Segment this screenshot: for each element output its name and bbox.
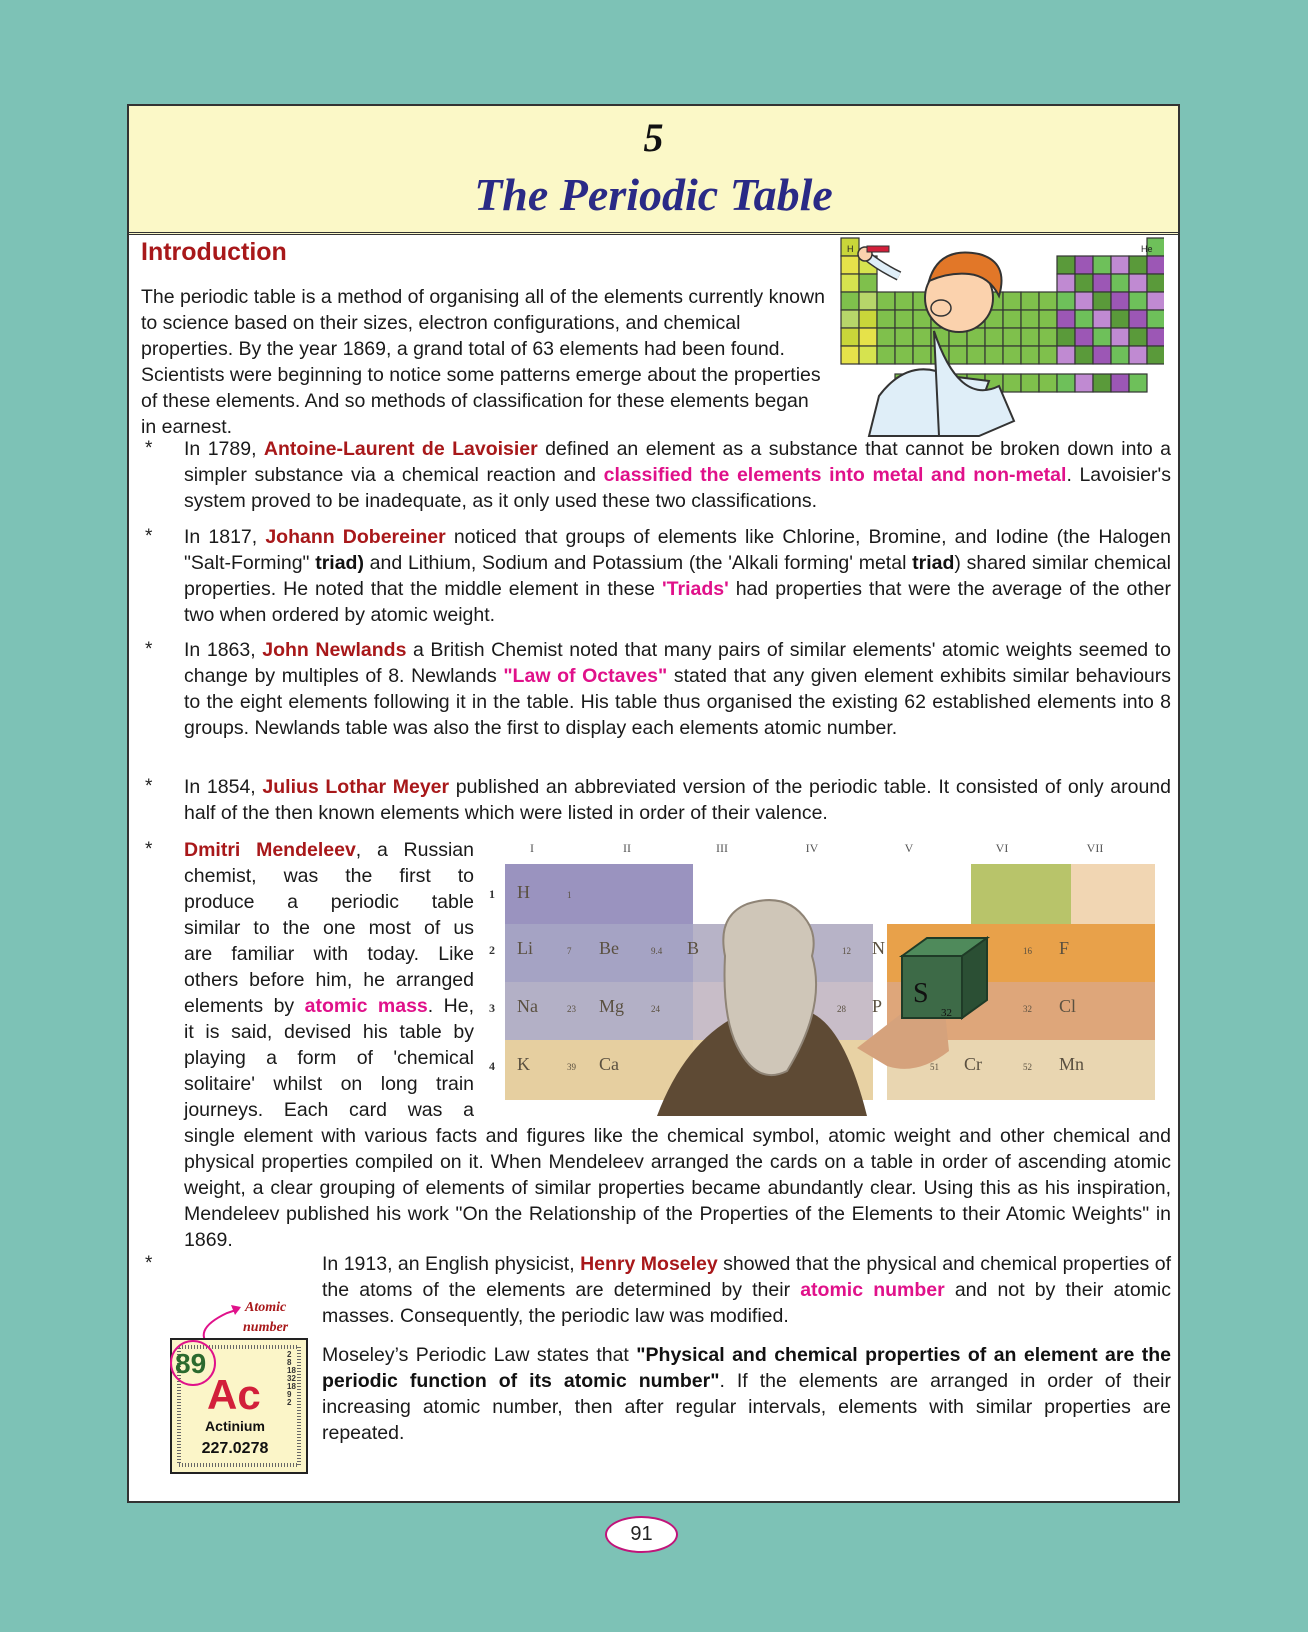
table-cell-label: Na [517, 996, 538, 1016]
mini-he-label: He [1141, 244, 1153, 254]
meyer-name: Julius Lothar Meyer [262, 776, 450, 798]
grid-cell [895, 310, 913, 328]
atomic-number: 89 [175, 1348, 207, 1379]
bullet-lavoisier: In 1789, Antoine-Laurent de Lavoisier defined an element as a substance that cannot be broken down into a simpler substance via a chemical reaction and classified the elements into metal and non-metal. Lavoisier's system proved to be inadequate, as it only used these two classifications. [184, 438, 1171, 512]
grid-cell [895, 292, 913, 310]
grid-cell [1129, 374, 1147, 392]
bullet-marker: * [145, 839, 153, 860]
grid-cell [877, 310, 895, 328]
grid-cell [985, 328, 1003, 346]
grid-cell [859, 292, 877, 310]
newlands-name: John Newlands [262, 639, 407, 661]
bullet-moseley: In 1913, an English physicist, Henry Moseley showed that the physical and chemical properties of the atoms of the elements are determined by their atomic number and not by their atomic masses. Consequently, the periodic law was modified. [322, 1253, 1171, 1327]
grid-cell [1021, 310, 1039, 328]
grid-cell [877, 328, 895, 346]
grid-cell [949, 346, 967, 364]
grid-cell [1003, 346, 1021, 364]
grid-cell [1057, 310, 1075, 328]
grid-cell [1057, 292, 1075, 310]
grid-cell [1021, 374, 1039, 392]
grid-cell [895, 346, 913, 364]
element-mass: 227.0278 [201, 1440, 269, 1457]
bullet-marker: * [145, 776, 153, 797]
grid-cell [1093, 374, 1111, 392]
bullet-marker: * [145, 438, 153, 459]
grid-cell [1147, 328, 1164, 346]
grid-cell [1093, 310, 1111, 328]
table-cell-label: 32 [941, 1007, 952, 1019]
element-name: Actinium [205, 1418, 265, 1434]
table-cell-label: P [872, 996, 883, 1016]
group-label: V [904, 841, 914, 855]
grid-cell [841, 256, 859, 274]
grid-cell [1039, 292, 1057, 310]
table-cell-label: 9.4 [651, 946, 663, 956]
table-cell-label: F [1059, 938, 1070, 958]
element-symbol: Ac [207, 1371, 261, 1418]
grid-cell [841, 292, 859, 310]
grid-cell [1003, 374, 1021, 392]
group-label: I [530, 841, 534, 855]
grid-cell [1075, 292, 1093, 310]
table-cell-label: Ca [599, 1054, 619, 1074]
bullet-dobereiner: In 1817, Johann Dobereiner noticed that groups of elements like Chlorine, Bromine, and Iodine (the Halogen "Salt-Forming" triad) and Lithium, Sodium and Potassium (the 'Alkali forming' metal triad) shared similar chemical properties. He noted that the middle element in these 'Triads' had properties that were the average of the other two when ordered by atomic weight. [184, 526, 1171, 626]
bullet-marker: * [145, 526, 153, 547]
grid-cell [1075, 274, 1093, 292]
group-label: III [716, 841, 728, 855]
grid-cell [1039, 328, 1057, 346]
table-cell-label: B [687, 938, 700, 958]
mini-h-label: H [847, 244, 854, 254]
grid-cell [1111, 346, 1129, 364]
table-cell-label: K [517, 1054, 530, 1074]
period-label: 3 [489, 1001, 495, 1015]
grid-cell [841, 310, 859, 328]
chapter-number: 5 [643, 115, 664, 160]
grid-cell [1075, 328, 1093, 346]
grid-cell [877, 346, 895, 364]
grid-cell [1093, 274, 1111, 292]
lavoisier-name: Antoine-Laurent de Lavoisier [263, 438, 538, 460]
grid-cell [1003, 328, 1021, 346]
grid-cell [841, 328, 859, 346]
grid-cell [1075, 310, 1093, 328]
moseley-highlight: atomic number [800, 1279, 945, 1301]
grid-cell [859, 310, 877, 328]
table-cell-label: 12 [842, 946, 851, 956]
group-label: VI [995, 841, 1009, 855]
table-cell-label: 7 [567, 946, 572, 956]
chapter-header [129, 106, 1178, 235]
grid-cell [1021, 292, 1039, 310]
grid-cell [859, 274, 877, 292]
grid-cell [1093, 256, 1111, 274]
grid-cell [1129, 328, 1147, 346]
period-label: 4 [489, 1059, 495, 1073]
grid-cell [1057, 328, 1075, 346]
grid-cell [913, 328, 931, 346]
table-cell-label: H [517, 882, 530, 902]
page-number: 91 [605, 1516, 678, 1553]
grid-cell [1129, 292, 1147, 310]
grid-cell [1057, 256, 1075, 274]
period-label: 1 [489, 887, 495, 901]
moseley-name: Henry Moseley [580, 1253, 718, 1275]
table-cell-label: Cr [964, 1054, 982, 1074]
grid-cell [1147, 256, 1164, 274]
grid-cell [1111, 374, 1129, 392]
periodic-grid [841, 238, 1164, 392]
mendeleev-rest: single element with various facts and figures like the chemical symbol, atomic weight and other chemical and physical properties compiled on it. When Mendeleev arranged the cards on a table in order of ascending atomic weight, a clear grouping of elements of similar properties became abundantly clear. Using this as his inspiration, Mendeleev published his work "On the Relationship of the Properties of the Elements to their Atomic Weights" in 1869. [184, 1125, 1171, 1251]
grid-cell [1057, 374, 1075, 392]
table-cell-label: 39 [567, 1062, 576, 1072]
moseley-law-paragraph: Moseley’s Periodic Law states that "Physical and chemical properties of an element are the periodic function of its atomic number". If the elements are arranged in order of their increasing atomic number, then after regular intervals, elements with similar properties are repeated. [322, 1344, 1171, 1444]
grid-cell [1003, 310, 1021, 328]
grid-cell [1021, 346, 1039, 364]
lavoisier-highlight: classified the elements into metal and non-metal [603, 464, 1067, 486]
table-cell-label: N [872, 938, 885, 958]
electron-shell: 2 [287, 1398, 292, 1407]
grid-cell [1057, 346, 1075, 364]
grid-cell [985, 346, 1003, 364]
grid-cell [1129, 256, 1147, 274]
table-cell-label: 23 [567, 1004, 576, 1014]
grid-cell [1147, 274, 1164, 292]
grid-cell [1093, 292, 1111, 310]
table-cell-label: 32 [1023, 1004, 1032, 1014]
grid-cell [859, 328, 877, 346]
scientist-illustration [839, 236, 1164, 438]
mendeleev-lines: Dmitri Mendeleev, a Russian chemist, was the first to produce a periodic table similar to the one most of us are familiar with today. Like others before him, he arranged elements by atomic mass. He, it is said, devised his table by playing a form of 'chemical solitaire' whilst on long train journeys. Each card was a [184, 839, 474, 1121]
grid-cell [1039, 346, 1057, 364]
newlands-highlight: "Law of Octaves" [503, 665, 668, 687]
grid-cell [1093, 328, 1111, 346]
grid-cell [1111, 292, 1129, 310]
electron-shell: 18 [287, 1366, 296, 1375]
grid-cell [1111, 256, 1129, 274]
grid-cell [1075, 346, 1093, 364]
page [127, 104, 1180, 1503]
grid-cell [1111, 310, 1129, 328]
table-cell-label: 28 [837, 1004, 846, 1014]
table-cell-label: 52 [1023, 1062, 1032, 1072]
grid-cell [877, 292, 895, 310]
mendeleev-name: Dmitri Mendeleev [184, 839, 356, 861]
table-cell-label: S [913, 978, 929, 1009]
grid-cell [1129, 346, 1147, 364]
grid-cell [1111, 328, 1129, 346]
period-label: 2 [489, 943, 495, 957]
grid-cell [1021, 328, 1039, 346]
electron-shell: 32 [287, 1374, 296, 1383]
electron-shell: 9 [287, 1390, 292, 1399]
grid-cell [1075, 374, 1093, 392]
bullet-newlands: In 1863, John Newlands a British Chemist noted that many pairs of similar elements' atomic weights seemed to change by multiples of 8. Newlands "Law of Octaves" stated that any given element exhibits similar behaviours to the eight elements following it in the table. His table thus organised the existing 62 established elements into 8 groups. Newlands table was also the first to display each elements atomic number. [184, 639, 1172, 739]
bullet-meyer: In 1854, Julius Lothar Meyer published an abbreviated version of the periodic table. It consisted of only around half of the then known elements which were listed in order of their valence. [184, 776, 1171, 824]
atomic-label-2: number [243, 1320, 289, 1335]
mendeleev-highlight: atomic mass [304, 995, 428, 1017]
moseley-law: "Physical and chemical properties of an element are the periodic function of its atomic number" [322, 1344, 1171, 1392]
electron-shell: 18 [287, 1382, 296, 1391]
grid-cell [1147, 292, 1164, 310]
electron-shell: 8 [287, 1358, 292, 1367]
grid-cell [913, 346, 931, 364]
table-cell-label: Mg [599, 996, 625, 1016]
grid-cell [1129, 310, 1147, 328]
bullet-marker: * [145, 639, 153, 660]
table-cell-label: Be [599, 938, 619, 958]
group-label: VII [1086, 841, 1104, 855]
table-cell-label: 51 [930, 1062, 939, 1072]
grid-cell [1075, 256, 1093, 274]
table-cell-label: 16 [1023, 946, 1032, 956]
grid-cell [895, 328, 913, 346]
dobereiner-name: Johann Dobereiner [265, 526, 446, 548]
atomic-label-1: Atomic [245, 1300, 287, 1315]
grid-cell [859, 346, 877, 364]
intro-heading: Introduction [141, 238, 287, 266]
table-cell-label: Mn [1059, 1054, 1085, 1074]
table-cell-label: 24 [651, 1004, 660, 1014]
grid-cell [1147, 346, 1164, 364]
grid-cell [967, 346, 985, 364]
intro-paragraph: The periodic table is a method of organising all of the elements currently known to science based on their sizes, electron configurations, and chemical properties. By the year 1869, a grand total of 63 elements had been found. Scientists were beginning to notice some patterns emerge about the properties of these elements. And so methods of classification for these elements began in earnest. [141, 286, 825, 438]
table-cell-label: Cl [1059, 996, 1077, 1016]
table-cell-label: 1 [567, 890, 572, 900]
grid-cell [1039, 374, 1057, 392]
actinium-card-illustration [169, 1291, 314, 1476]
table-cell-label: Li [517, 938, 533, 958]
grid-cell [1003, 292, 1021, 310]
grid-cell [841, 274, 859, 292]
grid-cell [841, 346, 859, 364]
grid-cell [1147, 310, 1164, 328]
chapter-title: The Periodic Table [474, 169, 833, 220]
group-label: IV [805, 841, 819, 855]
grid-cell [1039, 310, 1057, 328]
grid-cell [1093, 346, 1111, 364]
mendeleev-table-illustration [487, 836, 1165, 1116]
bullet-marker: * [145, 1253, 153, 1274]
grid-cell [1057, 274, 1075, 292]
grid-cell [1111, 274, 1129, 292]
grid-cell [1129, 274, 1147, 292]
dobereiner-highlight: 'Triads' [662, 578, 729, 600]
electron-shell: 2 [287, 1350, 292, 1359]
group-label: II [623, 841, 631, 855]
